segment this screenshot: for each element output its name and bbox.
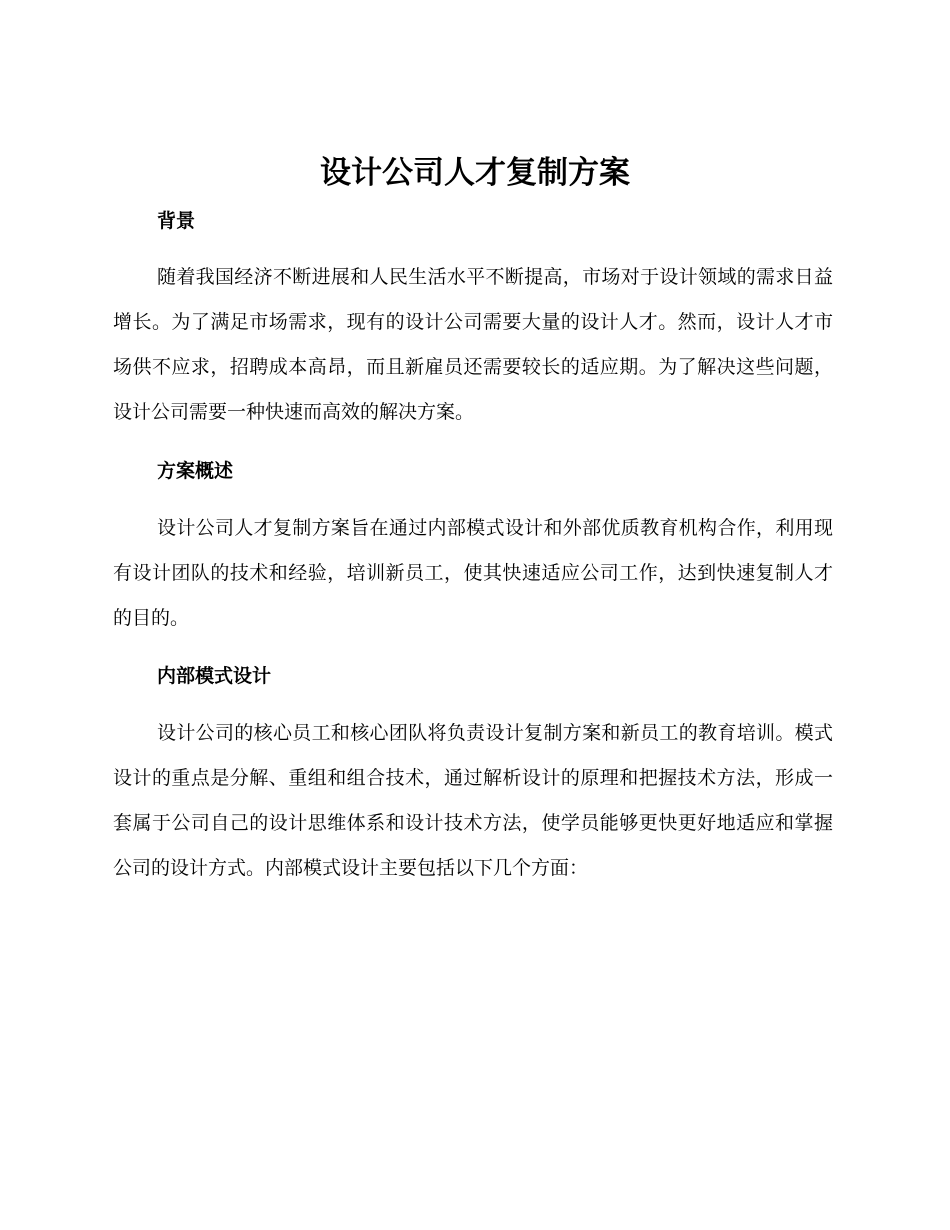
section-heading-internal-model-design: 内部模式设计 <box>157 665 272 687</box>
section-paragraph-background: 随着我国经济不断进展和人民生活水平不断提高，市场对于设计领域的需求日益增长。为了满足市场需求，现有的设计公司需要大量的设计人才。然而，设计人才市场供不应求，招聘成本高昂，而且新雇员还需要较长的适应期。为了解决这些问题，设计公司需要一种快速而高效的解决方案。 <box>113 266 833 423</box>
section-paragraph-internal-model-design: 设计公司的核心员工和核心团队将负责设计复制方案和新员工的教育培训。模式设计的重点是分解、重组和组合技术，通过解析设计的原理和把握技术方法，形成一套属于公司自己的设计思维体系和设计技术方法，使学员能够更快更好地适应和掌握公司的设计方式。内部模式设计主要包括以下几个方面： <box>113 722 833 879</box>
section-paragraph-overview: 设计公司人才复制方案旨在通过内部模式设计和外部优质教育机构合作，利用现有设计团队的技术和经验，培训新员工，使其快速适应公司工作，达到快速复制人才的目的。 <box>113 517 833 629</box>
document-title: 设计公司人才复制方案 <box>320 155 630 191</box>
section-heading-background: 背景 <box>157 210 196 232</box>
section-heading-overview: 方案概述 <box>157 460 234 482</box>
